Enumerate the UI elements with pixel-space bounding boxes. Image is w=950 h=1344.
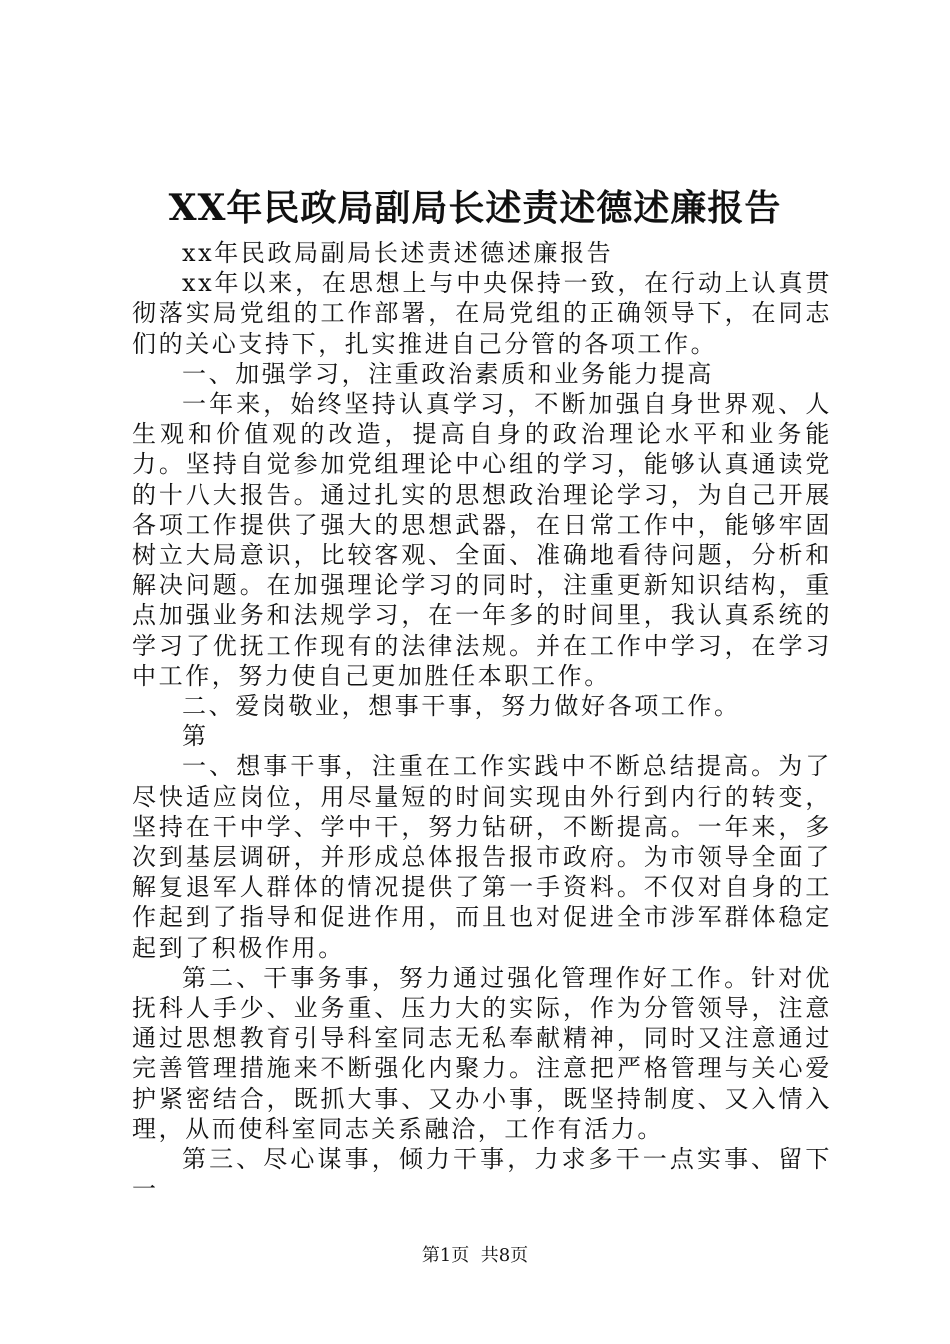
body-paragraph-intro: xx年以来，在思想上与中央保持一致，在行动上认真贯彻落实局党组的工作部署，在局党组的正确领导下，在同志们的关心支持下，扎实推进自己分管的各项工作。 xyxy=(132,269,832,358)
body-paragraph-fragment: 第 xyxy=(182,722,209,751)
body-paragraph-first-point: 一、想事干事，注重在工作实践中不断总结提高。为了尽快适应岗位，用尽量短的时间实现由外行到内行的转变，坚持在干中学、学中干，努力钻研，不断提高。一年来，多次到基层调研，并形成总体报告报市政府。为市领导全面了解复退军人群体的情况提供了第一手资料。不仅对自身的工作起到了指导和促进作用，而且也对促进全市涉军群体稳定起到了积极作用。 xyxy=(132,752,832,962)
body-paragraph-subtitle: xx年民政局副局长述责述德述廉报告 xyxy=(182,239,614,267)
document-title: XX年民政局副局长述责述德述廉报告 xyxy=(168,187,782,229)
body-paragraph-study: 一年来，始终坚持认真学习，不断加强自身世界观、人生观和价值观的改造，提高自身的政治理论水平和业务能力。坚持自觉参加党组理论中心组的学习，能够认真通读党的十八大报告。通过扎实的思想政治理论学习，为自己开展各项工作提供了强大的思想武器，在日常工作中，能够牢固树立大局意识，比较客观、全面、准确地看待问题，分析和解决问题。在加强理论学习的同时，注重更新知识结构，重点加强业务和法规学习，在一年多的时间里，我认真系统的学习了优抚工作现有的法律法规。并在工作中学习，在学习中工作，努力使自己更加胜任本职工作。 xyxy=(132,390,832,690)
section-heading-1: 一、加强学习，注重政治素质和业务能力提高 xyxy=(182,359,714,388)
document-body xyxy=(132,238,832,1205)
page-footer xyxy=(0,1244,950,1268)
page-number: 第1页 共8页 xyxy=(421,1245,529,1266)
section-heading-2: 二、爱岗敬业，想事干事，努力做好各项工作。 xyxy=(182,692,741,721)
body-paragraph-third-point: 第三、尽心谋事，倾力干事，力求多干一点实事、留下一 xyxy=(132,1145,832,1204)
body-paragraph-second-point: 第二、干事务事，努力通过强化管理作好工作。针对优抚科人手少、业务重、压力大的实际，作为分管领导，注意通过思想教育引导科室同志无私奉献精神，同时又注意通过完善管理措施来不断强化内聚力。注意把严格管理与关心爱护紧密结合，既抓大事、又办小事，既坚持制度、又入情入理，从而使科室同志关系融洽，工作有活力。 xyxy=(132,963,832,1143)
